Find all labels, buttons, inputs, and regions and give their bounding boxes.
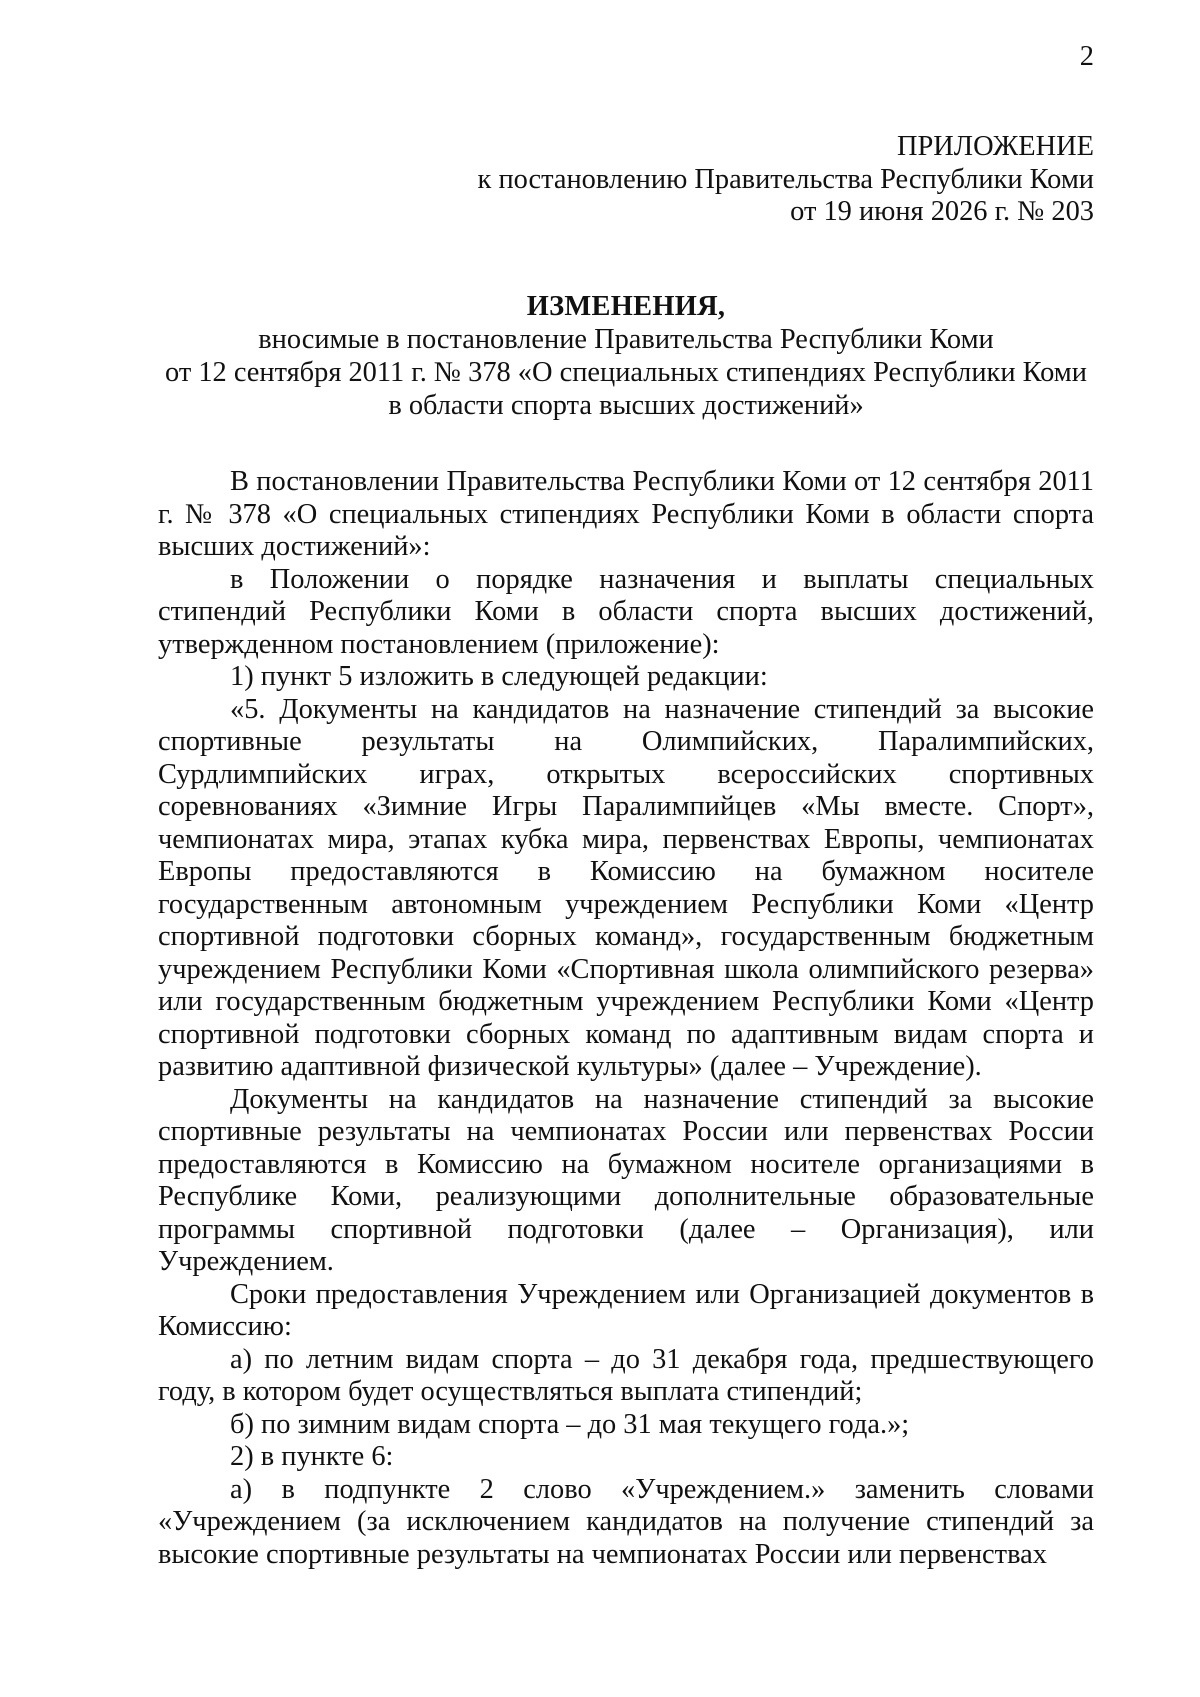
title-line-1: вносимые в постановление Правительства Республики Коми bbox=[258, 324, 994, 355]
appendix-header bbox=[300, 131, 1094, 229]
paragraph: Сроки предоставления Учреждением или Организацией документов в Комиссию: bbox=[158, 1278, 1094, 1342]
document-title bbox=[158, 290, 1094, 422]
paragraph: 2) в пункте 6: bbox=[230, 1441, 394, 1472]
appendix-label: ПРИЛОЖЕНИЕ bbox=[897, 131, 1094, 162]
appendix-date-number: от 19 июня 2026 г. № 203 bbox=[790, 196, 1094, 227]
paragraph: В постановлении Правительства Республики Коми от 12 сентября 2011 г. № 378 «О специальных стипендиях Республики Коми в области спорта высших достижений»: bbox=[158, 466, 1094, 562]
page-number: 2 bbox=[1079, 41, 1094, 72]
paragraph: 1) пункт 5 изложить в следующей редакции: bbox=[230, 661, 768, 692]
paragraph: «5. Документы на кандидатов на назначение стипендий за высокие спортивные результаты на Олимпийских, Паралимпийских, Сурдлимпийских играх, открытых всероссийских спортивных соревнованиях «Зимние Игры Паралимпийцев «Мы вместе. Спорт», чемпионатах мира, этапах кубка мира, первенствах Европы, чемпионатах Европы предоставляются в Комиссию на бумажном носителе государственным автономным учреждением Республики Коми «Центр спортивной подготовки сборных команд», государственным бюджетным учреждением Республики Коми «Спортивная школа олимпийского резерва» или государственным бюджетным учреждением Республики Коми «Центр спортивной подготовки сборных команд по адаптивным видам спорта и развитию адаптивной физической культуры» (далее – Учреждение). bbox=[158, 693, 1094, 1082]
appendix-reference: к постановлению Правительства Республики Коми bbox=[477, 163, 1094, 195]
paragraph: Документы на кандидатов на назначение стипендий за высокие спортивные результаты на чемпионатах России или первенствах России предоставляются в Комиссию на бумажном носителе организациями в Республике Коми, реализующими дополнительные образовательные программы спортивной подготовки (далее – Организация), или Учреждением. bbox=[158, 1083, 1094, 1277]
paragraph: в Положении о порядке назначения и выплаты специальных стипендий Республики Коми в области спорта высших достижений, утвержденном постановлением (приложение): bbox=[158, 563, 1094, 660]
paragraph: а) по летним видам спорта – до 31 декабря года, предшествующего году, в котором будет осуществляться выплата стипендий; bbox=[158, 1343, 1094, 1407]
paragraph: а) в подпункте 2 слово «Учреждением.» заменить словами «Учреждением (за исключением кандидатов на получение стипендий за высокие спортивные результаты на чемпионатах России или первенствах bbox=[158, 1473, 1094, 1570]
title-line-2: от 12 сентября 2011 г. № 378 «О специальных стипендиях Республики Коми bbox=[165, 357, 1087, 388]
paragraph: б) по зимним видам спорта – до 31 мая текущего года.»; bbox=[230, 1408, 910, 1440]
title-heading: ИЗМЕНЕНИЯ, bbox=[526, 291, 726, 322]
title-line-3: в области спорта высших достижений» bbox=[388, 390, 864, 421]
document-body bbox=[158, 466, 1094, 1571]
